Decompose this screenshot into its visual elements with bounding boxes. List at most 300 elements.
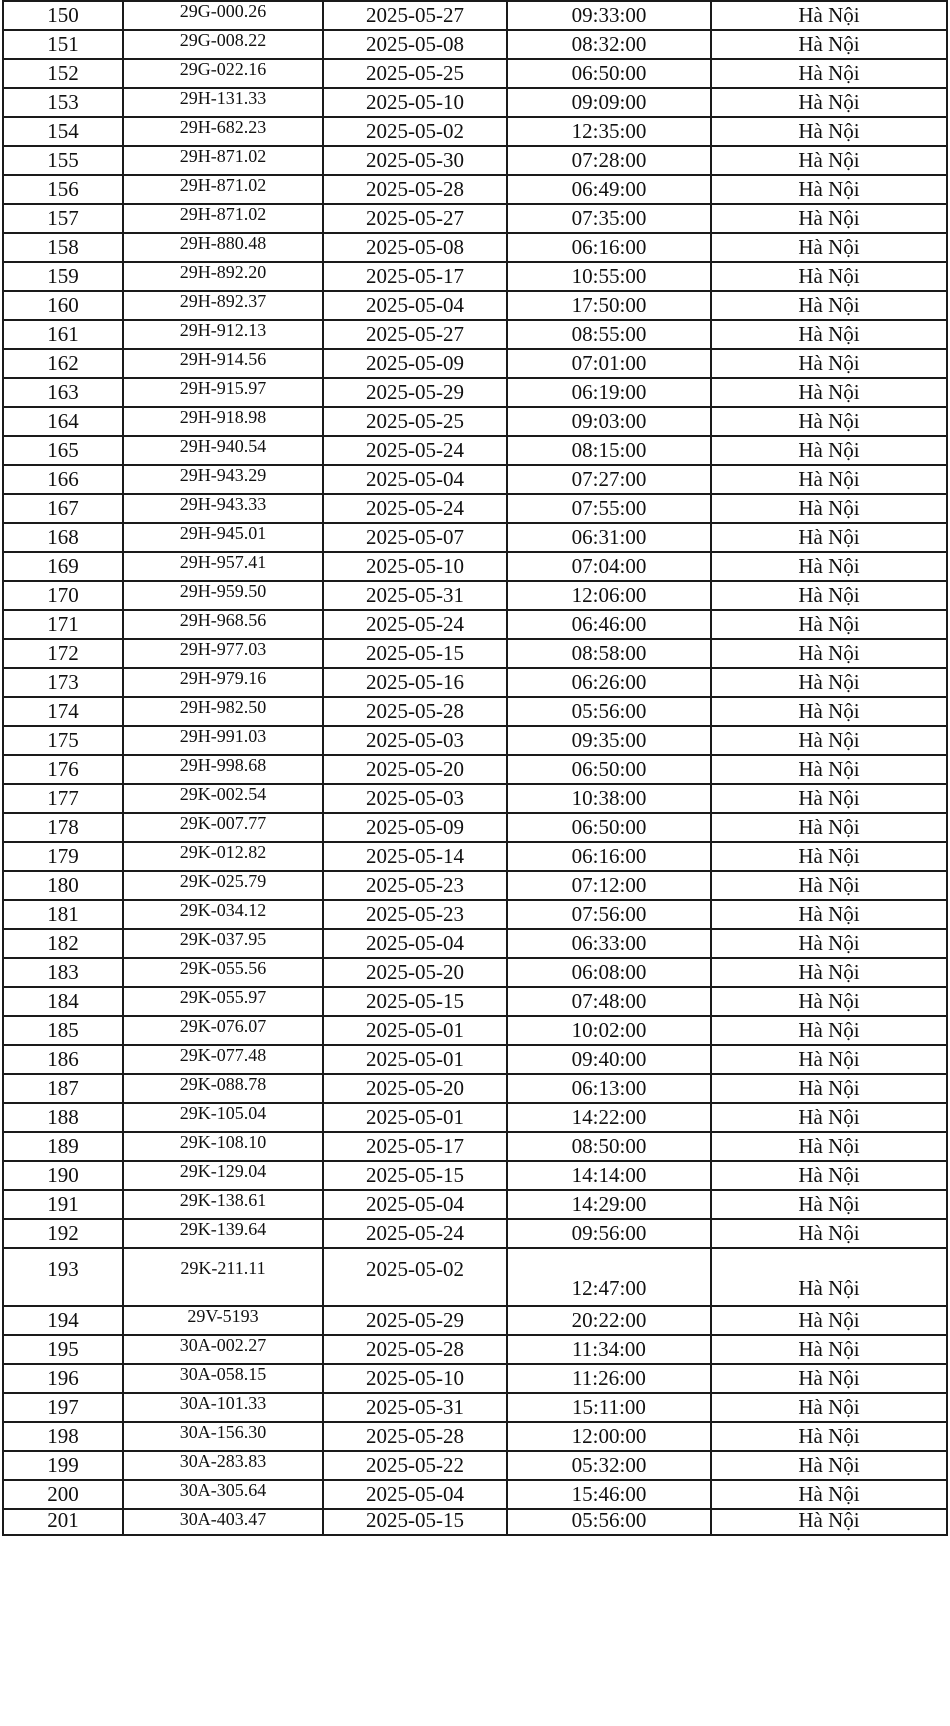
date-cell: 2025-05-15 [323, 639, 507, 668]
date-cell: 2025-05-25 [323, 59, 507, 88]
table-row [3, 1248, 947, 1306]
license-plate-cell: 30A-403.47 [123, 1509, 323, 1535]
table-row [3, 697, 947, 726]
license-plate-cell: 30A-002.27 [123, 1335, 323, 1364]
location-cell: Hà Nội [711, 117, 947, 146]
location-cell: Hà Nội [711, 1422, 947, 1451]
license-plate-cell: 29H-945.01 [123, 523, 323, 552]
date-cell: 2025-05-27 [323, 1, 507, 30]
time-cell: 12:06:00 [507, 581, 711, 610]
time-cell: 07:04:00 [507, 552, 711, 581]
date-cell: 2025-05-08 [323, 233, 507, 262]
table-row [3, 1103, 947, 1132]
row-number-cell: 200 [3, 1480, 123, 1509]
license-plate-cell: 29K-076.07 [123, 1016, 323, 1045]
time-cell: 11:26:00 [507, 1364, 711, 1393]
date-cell: 2025-05-04 [323, 929, 507, 958]
table-row [3, 726, 947, 755]
row-number-cell: 199 [3, 1451, 123, 1480]
table-row [3, 1480, 947, 1509]
location-cell: Hà Nội [711, 465, 947, 494]
time-cell: 06:46:00 [507, 610, 711, 639]
location-cell: Hà Nội [711, 1306, 947, 1335]
location-cell: Hà Nội [711, 436, 947, 465]
time-cell: 07:28:00 [507, 146, 711, 175]
location-cell: Hà Nội [711, 900, 947, 929]
location-cell: Hà Nội [711, 581, 947, 610]
date-cell: 2025-05-27 [323, 204, 507, 233]
location-cell: Hà Nội [711, 1074, 947, 1103]
license-plate-cell: 29H-871.02 [123, 146, 323, 175]
location-cell: Hà Nội [711, 1393, 947, 1422]
row-number-cell: 160 [3, 291, 123, 320]
row-number-cell: 161 [3, 320, 123, 349]
time-cell: 06:13:00 [507, 1074, 711, 1103]
license-plate-cell: 29H-892.20 [123, 262, 323, 291]
row-number-cell: 180 [3, 871, 123, 900]
location-cell: Hà Nội [711, 871, 947, 900]
row-number-cell: 155 [3, 146, 123, 175]
date-cell: 2025-05-15 [323, 1509, 507, 1535]
row-number-cell: 167 [3, 494, 123, 523]
table-row [3, 262, 947, 291]
location-cell: Hà Nội [711, 1509, 947, 1535]
date-cell: 2025-05-15 [323, 1161, 507, 1190]
time-cell: 14:22:00 [507, 1103, 711, 1132]
license-plate-cell: 29H-131.33 [123, 88, 323, 117]
date-cell: 2025-05-27 [323, 320, 507, 349]
date-cell: 2025-05-14 [323, 842, 507, 871]
time-cell: 09:35:00 [507, 726, 711, 755]
location-cell: Hà Nội [711, 929, 947, 958]
time-cell: 05:56:00 [507, 697, 711, 726]
row-number-cell: 162 [3, 349, 123, 378]
location-cell: Hà Nội [711, 668, 947, 697]
location-cell: Hà Nội [711, 610, 947, 639]
row-number-cell: 164 [3, 407, 123, 436]
time-cell: 06:50:00 [507, 755, 711, 784]
violation-table-sheet [2, 0, 946, 1536]
location-cell: Hà Nội [711, 958, 947, 987]
time-cell: 10:38:00 [507, 784, 711, 813]
time-cell: 07:01:00 [507, 349, 711, 378]
table-row [3, 610, 947, 639]
table-row [3, 320, 947, 349]
row-number-cell: 175 [3, 726, 123, 755]
location-cell: Hà Nội [711, 320, 947, 349]
license-plate-cell: 29H-880.48 [123, 233, 323, 262]
row-number-cell: 158 [3, 233, 123, 262]
violation-table [2, 0, 948, 1536]
location-cell: Hà Nội [711, 842, 947, 871]
license-plate-cell: 29H-957.41 [123, 552, 323, 581]
location-cell: Hà Nội [711, 1451, 947, 1480]
date-cell: 2025-05-02 [323, 117, 507, 146]
violation-table-body [3, 1, 947, 1535]
row-number-cell: 177 [3, 784, 123, 813]
row-number-cell: 154 [3, 117, 123, 146]
time-cell: 10:02:00 [507, 1016, 711, 1045]
row-number-cell: 168 [3, 523, 123, 552]
date-cell: 2025-05-20 [323, 958, 507, 987]
table-row [3, 639, 947, 668]
location-cell: Hà Nội [711, 1219, 947, 1248]
table-row [3, 900, 947, 929]
date-cell: 2025-05-04 [323, 1190, 507, 1219]
time-cell: 10:55:00 [507, 262, 711, 291]
row-number-cell: 190 [3, 1161, 123, 1190]
table-row [3, 175, 947, 204]
license-plate-cell: 29H-912.13 [123, 320, 323, 349]
table-row [3, 1219, 947, 1248]
row-number-cell: 172 [3, 639, 123, 668]
row-number-cell: 192 [3, 1219, 123, 1248]
row-number-cell: 189 [3, 1132, 123, 1161]
row-number-cell: 156 [3, 175, 123, 204]
table-row [3, 204, 947, 233]
table-row [3, 494, 947, 523]
row-number-cell: 194 [3, 1306, 123, 1335]
date-cell: 2025-05-31 [323, 581, 507, 610]
time-cell: 06:16:00 [507, 842, 711, 871]
table-row [3, 552, 947, 581]
date-cell: 2025-05-01 [323, 1103, 507, 1132]
time-cell: 07:56:00 [507, 900, 711, 929]
row-number-cell: 188 [3, 1103, 123, 1132]
license-plate-cell: 29K-088.78 [123, 1074, 323, 1103]
time-cell: 07:35:00 [507, 204, 711, 233]
date-cell: 2025-05-04 [323, 1480, 507, 1509]
location-cell: Hà Nội [711, 1045, 947, 1074]
time-cell: 06:33:00 [507, 929, 711, 958]
time-cell: 06:26:00 [507, 668, 711, 697]
location-cell: Hà Nội [711, 784, 947, 813]
table-row [3, 987, 947, 1016]
license-plate-cell: 29K-034.12 [123, 900, 323, 929]
license-plate-cell: 29K-002.54 [123, 784, 323, 813]
table-row [3, 30, 947, 59]
table-row [3, 813, 947, 842]
date-cell: 2025-05-23 [323, 900, 507, 929]
location-cell: Hà Nội [711, 1335, 947, 1364]
table-row [3, 668, 947, 697]
location-cell: Hà Nội [711, 1103, 947, 1132]
location-cell: Hà Nội [711, 987, 947, 1016]
table-row [3, 1509, 947, 1535]
time-cell: 08:58:00 [507, 639, 711, 668]
license-plate-cell: 29H-892.37 [123, 291, 323, 320]
date-cell: 2025-05-29 [323, 1306, 507, 1335]
date-cell: 2025-05-04 [323, 465, 507, 494]
date-cell: 2025-05-22 [323, 1451, 507, 1480]
time-cell: 15:46:00 [507, 1480, 711, 1509]
license-plate-cell: 29K-139.64 [123, 1219, 323, 1248]
row-number-cell: 171 [3, 610, 123, 639]
location-cell: Hà Nội [711, 146, 947, 175]
date-cell: 2025-05-17 [323, 262, 507, 291]
date-cell: 2025-05-28 [323, 697, 507, 726]
location-cell: Hà Nội [711, 233, 947, 262]
location-cell: Hà Nội [711, 755, 947, 784]
location-cell: Hà Nội [711, 726, 947, 755]
time-cell: 09:56:00 [507, 1219, 711, 1248]
license-plate-cell: 29V-5193 [123, 1306, 323, 1335]
license-plate-cell: 29H-871.02 [123, 204, 323, 233]
table-row [3, 146, 947, 175]
location-cell: Hà Nội [711, 59, 947, 88]
table-row [3, 1, 947, 30]
row-number-cell: 163 [3, 378, 123, 407]
table-row [3, 88, 947, 117]
time-cell: 20:22:00 [507, 1306, 711, 1335]
time-cell: 12:00:00 [507, 1422, 711, 1451]
date-cell: 2025-05-01 [323, 1045, 507, 1074]
location-cell: Hà Nội [711, 175, 947, 204]
time-cell: 08:50:00 [507, 1132, 711, 1161]
date-cell: 2025-05-31 [323, 1393, 507, 1422]
table-row [3, 871, 947, 900]
time-cell: 14:14:00 [507, 1161, 711, 1190]
location-cell: Hà Nội [711, 407, 947, 436]
date-cell: 2025-05-15 [323, 987, 507, 1016]
date-cell: 2025-05-24 [323, 1219, 507, 1248]
row-number-cell: 170 [3, 581, 123, 610]
table-row [3, 349, 947, 378]
table-row [3, 1074, 947, 1103]
date-cell: 2025-05-24 [323, 436, 507, 465]
row-number-cell: 193 [3, 1248, 123, 1306]
date-cell: 2025-05-09 [323, 813, 507, 842]
license-plate-cell: 30A-058.15 [123, 1364, 323, 1393]
location-cell: Hà Nội [711, 291, 947, 320]
date-cell: 2025-05-17 [323, 1132, 507, 1161]
time-cell: 05:32:00 [507, 1451, 711, 1480]
date-cell: 2025-05-24 [323, 494, 507, 523]
license-plate-cell: 29K-129.04 [123, 1161, 323, 1190]
table-row [3, 1016, 947, 1045]
license-plate-cell: 29K-055.56 [123, 958, 323, 987]
row-number-cell: 152 [3, 59, 123, 88]
license-plate-cell: 29K-025.79 [123, 871, 323, 900]
table-row [3, 958, 947, 987]
row-number-cell: 186 [3, 1045, 123, 1074]
location-cell: Hà Nội [711, 639, 947, 668]
time-cell: 12:47:00 [507, 1248, 711, 1306]
date-cell: 2025-05-10 [323, 88, 507, 117]
time-cell: 08:32:00 [507, 30, 711, 59]
license-plate-cell: 29K-108.10 [123, 1132, 323, 1161]
row-number-cell: 195 [3, 1335, 123, 1364]
license-plate-cell: 29G-022.16 [123, 59, 323, 88]
location-cell: Hà Nội [711, 1480, 947, 1509]
location-cell: Hà Nội [711, 1248, 947, 1306]
row-number-cell: 201 [3, 1509, 123, 1535]
row-number-cell: 198 [3, 1422, 123, 1451]
license-plate-cell: 30A-101.33 [123, 1393, 323, 1422]
time-cell: 09:40:00 [507, 1045, 711, 1074]
row-number-cell: 169 [3, 552, 123, 581]
time-cell: 06:31:00 [507, 523, 711, 552]
license-plate-cell: 29K-037.95 [123, 929, 323, 958]
time-cell: 06:50:00 [507, 813, 711, 842]
license-plate-cell: 29K-211.11 [123, 1248, 323, 1306]
date-cell: 2025-05-10 [323, 1364, 507, 1393]
time-cell: 14:29:00 [507, 1190, 711, 1219]
table-row [3, 929, 947, 958]
location-cell: Hà Nội [711, 552, 947, 581]
license-plate-cell: 29H-943.33 [123, 494, 323, 523]
location-cell: Hà Nội [711, 697, 947, 726]
row-number-cell: 179 [3, 842, 123, 871]
row-number-cell: 153 [3, 88, 123, 117]
date-cell: 2025-05-28 [323, 175, 507, 204]
time-cell: 08:15:00 [507, 436, 711, 465]
location-cell: Hà Nội [711, 1364, 947, 1393]
table-row [3, 378, 947, 407]
date-cell: 2025-05-08 [323, 30, 507, 59]
row-number-cell: 174 [3, 697, 123, 726]
row-number-cell: 184 [3, 987, 123, 1016]
license-plate-cell: 29H-977.03 [123, 639, 323, 668]
location-cell: Hà Nội [711, 1016, 947, 1045]
row-number-cell: 176 [3, 755, 123, 784]
date-cell: 2025-05-10 [323, 552, 507, 581]
table-row [3, 465, 947, 494]
row-number-cell: 196 [3, 1364, 123, 1393]
table-row [3, 291, 947, 320]
date-cell: 2025-05-24 [323, 610, 507, 639]
date-cell: 2025-05-30 [323, 146, 507, 175]
table-row [3, 1393, 947, 1422]
location-cell: Hà Nội [711, 204, 947, 233]
license-plate-cell: 30A-283.83 [123, 1451, 323, 1480]
location-cell: Hà Nội [711, 1132, 947, 1161]
date-cell: 2025-05-03 [323, 784, 507, 813]
table-row [3, 784, 947, 813]
row-number-cell: 178 [3, 813, 123, 842]
time-cell: 17:50:00 [507, 291, 711, 320]
row-number-cell: 157 [3, 204, 123, 233]
location-cell: Hà Nội [711, 494, 947, 523]
date-cell: 2025-05-04 [323, 291, 507, 320]
license-plate-cell: 29H-943.29 [123, 465, 323, 494]
table-row [3, 581, 947, 610]
location-cell: Hà Nội [711, 349, 947, 378]
table-row [3, 1161, 947, 1190]
time-cell: 06:16:00 [507, 233, 711, 262]
license-plate-cell: 29H-915.97 [123, 378, 323, 407]
row-number-cell: 197 [3, 1393, 123, 1422]
license-plate-cell: 29K-138.61 [123, 1190, 323, 1219]
date-cell: 2025-05-28 [323, 1422, 507, 1451]
time-cell: 09:03:00 [507, 407, 711, 436]
table-row [3, 755, 947, 784]
license-plate-cell: 29H-968.56 [123, 610, 323, 639]
location-cell: Hà Nội [711, 30, 947, 59]
location-cell: Hà Nội [711, 813, 947, 842]
date-cell: 2025-05-16 [323, 668, 507, 697]
date-cell: 2025-05-29 [323, 378, 507, 407]
license-plate-cell: 30A-305.64 [123, 1480, 323, 1509]
table-row [3, 1190, 947, 1219]
time-cell: 09:33:00 [507, 1, 711, 30]
time-cell: 05:56:00 [507, 1509, 711, 1535]
date-cell: 2025-05-20 [323, 1074, 507, 1103]
table-row [3, 1451, 947, 1480]
time-cell: 07:48:00 [507, 987, 711, 1016]
license-plate-cell: 29H-871.02 [123, 175, 323, 204]
date-cell: 2025-05-09 [323, 349, 507, 378]
row-number-cell: 150 [3, 1, 123, 30]
row-number-cell: 173 [3, 668, 123, 697]
time-cell: 07:55:00 [507, 494, 711, 523]
time-cell: 07:12:00 [507, 871, 711, 900]
license-plate-cell: 29G-008.22 [123, 30, 323, 59]
time-cell: 11:34:00 [507, 1335, 711, 1364]
time-cell: 09:09:00 [507, 88, 711, 117]
license-plate-cell: 29K-105.04 [123, 1103, 323, 1132]
row-number-cell: 182 [3, 929, 123, 958]
table-row [3, 1335, 947, 1364]
license-plate-cell: 29H-940.54 [123, 436, 323, 465]
table-row [3, 407, 947, 436]
time-cell: 07:27:00 [507, 465, 711, 494]
time-cell: 06:50:00 [507, 59, 711, 88]
license-plate-cell: 29H-918.98 [123, 407, 323, 436]
time-cell: 06:19:00 [507, 378, 711, 407]
table-row [3, 117, 947, 146]
license-plate-cell: 29K-012.82 [123, 842, 323, 871]
location-cell: Hà Nội [711, 88, 947, 117]
license-plate-cell: 29H-682.23 [123, 117, 323, 146]
location-cell: Hà Nội [711, 523, 947, 552]
date-cell: 2025-05-01 [323, 1016, 507, 1045]
table-row [3, 59, 947, 88]
location-cell: Hà Nội [711, 1190, 947, 1219]
date-cell: 2025-05-20 [323, 755, 507, 784]
location-cell: Hà Nội [711, 1, 947, 30]
license-plate-cell: 29H-979.16 [123, 668, 323, 697]
time-cell: 06:49:00 [507, 175, 711, 204]
date-cell: 2025-05-02 [323, 1248, 507, 1306]
license-plate-cell: 29H-959.50 [123, 581, 323, 610]
row-number-cell: 187 [3, 1074, 123, 1103]
location-cell: Hà Nội [711, 1161, 947, 1190]
row-number-cell: 183 [3, 958, 123, 987]
date-cell: 2025-05-25 [323, 407, 507, 436]
license-plate-cell: 29G-000.26 [123, 1, 323, 30]
row-number-cell: 165 [3, 436, 123, 465]
table-row [3, 1364, 947, 1393]
table-row [3, 523, 947, 552]
table-row [3, 436, 947, 465]
table-row [3, 1422, 947, 1451]
time-cell: 06:08:00 [507, 958, 711, 987]
license-plate-cell: 29H-991.03 [123, 726, 323, 755]
license-plate-cell: 30A-156.30 [123, 1422, 323, 1451]
license-plate-cell: 29H-914.56 [123, 349, 323, 378]
row-number-cell: 166 [3, 465, 123, 494]
date-cell: 2025-05-03 [323, 726, 507, 755]
location-cell: Hà Nội [711, 378, 947, 407]
date-cell: 2025-05-28 [323, 1335, 507, 1364]
license-plate-cell: 29K-007.77 [123, 813, 323, 842]
row-number-cell: 151 [3, 30, 123, 59]
date-cell: 2025-05-07 [323, 523, 507, 552]
row-number-cell: 185 [3, 1016, 123, 1045]
table-row [3, 233, 947, 262]
date-cell: 2025-05-23 [323, 871, 507, 900]
